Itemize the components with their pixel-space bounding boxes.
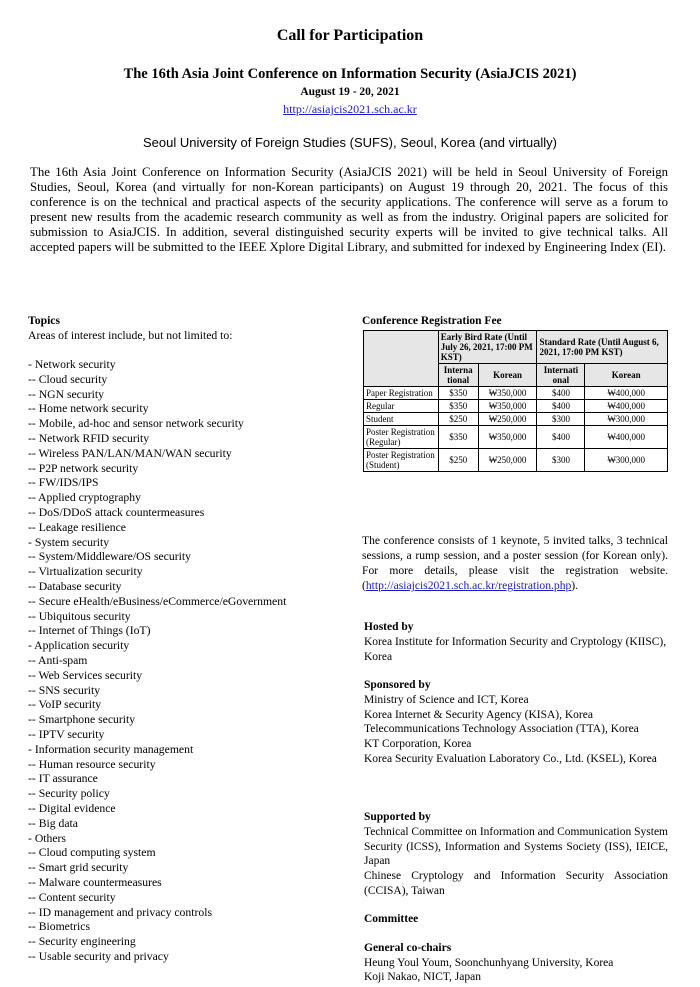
col-korean: Korean — [478, 364, 537, 387]
col-international: Internati onal — [537, 364, 585, 387]
topic-item: -- Ubiquitous security — [28, 609, 131, 623]
sponsor-item: KT Corporation, Korea — [364, 738, 472, 751]
standard-header: Standard Rate (Until August 6, 2021, 17:00 PM KST) — [537, 331, 668, 364]
topic-item: -- FW/IDS/IPS — [28, 476, 99, 490]
fee-table — [363, 330, 668, 472]
fee-cell: $400 — [537, 426, 585, 449]
fee-row — [364, 387, 668, 400]
fee-cell: $250 — [438, 413, 478, 426]
topic-item: -- Security engineering — [28, 935, 136, 949]
topics-section — [28, 314, 348, 965]
topics-list — [28, 358, 348, 965]
program-info-text: The conference consists of 1 keynote, 5 invited talks, 3 technical sessions, a rump session, and a poster session (for Korean only). For more details, please visit the registration website. — [362, 534, 668, 577]
conference-name: The 16th Asia Joint Conference on Information Security (AsiaJCIS 2021) — [123, 66, 577, 82]
program-info: The conference consists of 1 keynote, 5 invited talks, 3 technical sessions, a rump session, and a poster session (for Korean only). For more details, please visit the registration website. (http://asiajcis2021.sch.ac.kr/registration.php). — [362, 534, 668, 592]
topic-item: -- Usable security and privacy — [28, 949, 169, 963]
fee-row-label: Poster Registration (Student) — [364, 449, 439, 472]
topic-item: -- Home network security — [28, 402, 149, 416]
topic-item: -- Leakage resilience — [28, 520, 126, 534]
fee-cell: ₩350,000 — [478, 400, 537, 413]
topic-item: -- Network RFID security — [28, 432, 150, 446]
topic-item: -- DoS/DDoS attack countermeasures — [28, 506, 205, 520]
fee-cell: ₩300,000 — [585, 413, 668, 426]
topic-item: -- VoIP security — [28, 698, 102, 712]
supporter-item: Chinese Cryptology and Information Security Association (CCISA), Taiwan — [364, 870, 668, 897]
fee-cell: ₩400,000 — [585, 426, 668, 449]
fee-cell: $350 — [438, 400, 478, 413]
hosted-heading: Hosted by — [364, 621, 414, 633]
topic-item: -- Cloud security — [28, 372, 108, 386]
fee-cell: $400 — [537, 387, 585, 400]
col-international: Interna tional — [438, 364, 478, 387]
topic-item: -- Cloud computing system — [28, 846, 156, 860]
supported-section — [364, 810, 668, 899]
fee-cell: $350 — [438, 426, 478, 449]
fee-cell: $300 — [537, 449, 585, 472]
topic-item: -- Wireless PAN/LAN/MAN/WAN security — [28, 446, 232, 460]
topics-heading: Topics — [28, 314, 61, 327]
sponsor-item: Telecommunications Technology Association (TTA), Korea — [364, 723, 639, 736]
fee-corner-cell — [364, 331, 439, 387]
fee-cell: ₩350,000 — [478, 426, 537, 449]
registration-link[interactable]: http://asiajcis2021.sch.ac.kr/registration.php — [365, 579, 572, 592]
fee-cell: $300 — [537, 413, 585, 426]
hosted-text: Korea Institute for Information Security and Cryptology (KIISC), Korea — [364, 635, 667, 663]
fee-row — [364, 400, 668, 413]
fee-row — [364, 426, 668, 449]
fee-cell: ₩400,000 — [585, 387, 668, 400]
hosted-section — [364, 620, 668, 664]
topic-item: -- Digital evidence — [28, 802, 116, 815]
topic-item: -- Smart grid security — [28, 861, 129, 875]
intro-paragraph: The 16th Asia Joint Conference on Information Security (AsiaJCIS 2021) will be held in Seoul University of Foreign Studies, Seoul, Korea (and virtually for non-Korean participants) on August 19 through 20, 2021. The focus of this conference is on the technical and practical aspects of the security applications. The conference will serve as a forum to present new results from the academic research community as well as from the industry. Original papers are solicited for submission to AsiaJCIS. In addition, several distinguished security experts will be invited to give technical talks. All accepted papers will be submitted to the IEEE Xplore Digital Library, and submitted for indexed by Engineering Index (EI). — [30, 165, 668, 254]
topic-item: -- NGN security — [28, 387, 104, 401]
topic-item: -- P2P network security — [28, 461, 139, 475]
fee-row-label: Student — [364, 413, 439, 426]
committee-section — [364, 912, 668, 985]
conference-venue: Seoul University of Foreign Studies (SUFS), Seoul, Korea (and virtually) — [142, 135, 557, 150]
sponsored-section — [364, 678, 668, 767]
fee-cell: ₩350,000 — [478, 387, 537, 400]
topic-item: -- Malware countermeasures — [28, 875, 162, 889]
topic-item: -- ID management and privacy controls — [28, 905, 213, 919]
sponsor-item: Ministry of Science and ICT, Korea — [364, 693, 529, 706]
topic-item: -- Web Services security — [28, 668, 143, 682]
conference-link[interactable]: http://asiajcis2021.sch.ac.kr — [283, 102, 417, 116]
fee-cell: $350 — [438, 387, 478, 400]
fee-cell: ₩250,000 — [478, 413, 537, 426]
supported-heading: Supported by — [364, 811, 431, 823]
early-bird-header: Early Bird Rate (Until July 26, 2021, 17:00 PM KST) — [438, 331, 537, 364]
sponsor-item: Korea Internet & Security Agency (KISA), Korea — [364, 708, 593, 721]
topic-item: - Information security management — [28, 742, 194, 756]
fee-cell: $250 — [438, 449, 478, 472]
cochair-item: Koji Nakao, NICT, Japan — [364, 971, 481, 984]
topic-item: - Application security — [28, 639, 130, 653]
fee-title: Conference Registration Fee — [362, 315, 502, 327]
topic-item: -- IPTV security — [28, 728, 105, 742]
fee-cell: $400 — [537, 400, 585, 413]
page-title: Call for Participation — [276, 27, 424, 44]
topic-item: -- System/Middleware/OS security — [28, 550, 191, 564]
topic-item: -- Big data — [28, 816, 78, 830]
topic-item: -- Human resource security — [28, 757, 156, 771]
topic-item: - Network security — [28, 358, 116, 372]
topic-item: -- SNS security — [28, 683, 101, 697]
fee-row — [364, 449, 668, 472]
supporter-item: Technical Committee on Information and Communication System Security (ICSS), Information and Systems Society (ISS), IEICE, Japan — [364, 825, 668, 868]
topic-item: -- Biometrics — [28, 920, 90, 934]
topic-item: - Others — [28, 831, 66, 845]
topics-subheading: Areas of interest include, but not limited to: — [28, 328, 233, 342]
fee-cell: ₩300,000 — [585, 449, 668, 472]
conference-dates: August 19 - 20, 2021 — [300, 86, 400, 98]
col-korean: Korean — [585, 364, 668, 387]
topic-item: -- Content security — [28, 890, 116, 904]
topic-item: -- IT assurance — [28, 772, 98, 786]
topic-item: - System security — [28, 535, 110, 549]
topic-item: -- Smartphone security — [28, 713, 136, 727]
fee-cell: ₩250,000 — [478, 449, 537, 472]
cochairs-heading: General co-chairs — [364, 941, 452, 954]
topic-item: -- Mobile, ad-hoc and sensor network security — [28, 417, 244, 431]
committee-heading: Committee — [364, 913, 419, 925]
cochair-item: Heung Youl Youm, Soonchunhyang University, Korea — [364, 956, 614, 969]
fee-row-label: Poster Registration (Regular) — [364, 426, 439, 449]
fee-row — [364, 413, 668, 426]
topic-item: -- Virtualization security — [28, 565, 143, 579]
fee-row-label: Paper Registration — [364, 387, 439, 400]
topic-item: -- Database security — [28, 580, 122, 594]
sponsor-item: Korea Security Evaluation Laboratory Co., Ltd. (KSEL), Korea — [364, 752, 657, 765]
topic-item: -- Applied cryptography — [28, 491, 141, 505]
topic-item: -- Security policy — [28, 787, 110, 801]
fee-row-label: Regular — [364, 400, 439, 413]
fee-cell: ₩400,000 — [585, 400, 668, 413]
sponsored-heading: Sponsored by — [364, 679, 431, 691]
topic-item: -- Secure eHealth/eBusiness/eCommerce/eGovernment — [28, 594, 287, 608]
topic-item: -- Anti-spam — [28, 654, 88, 668]
topic-item: -- Internet of Things (IoT) — [28, 624, 151, 638]
